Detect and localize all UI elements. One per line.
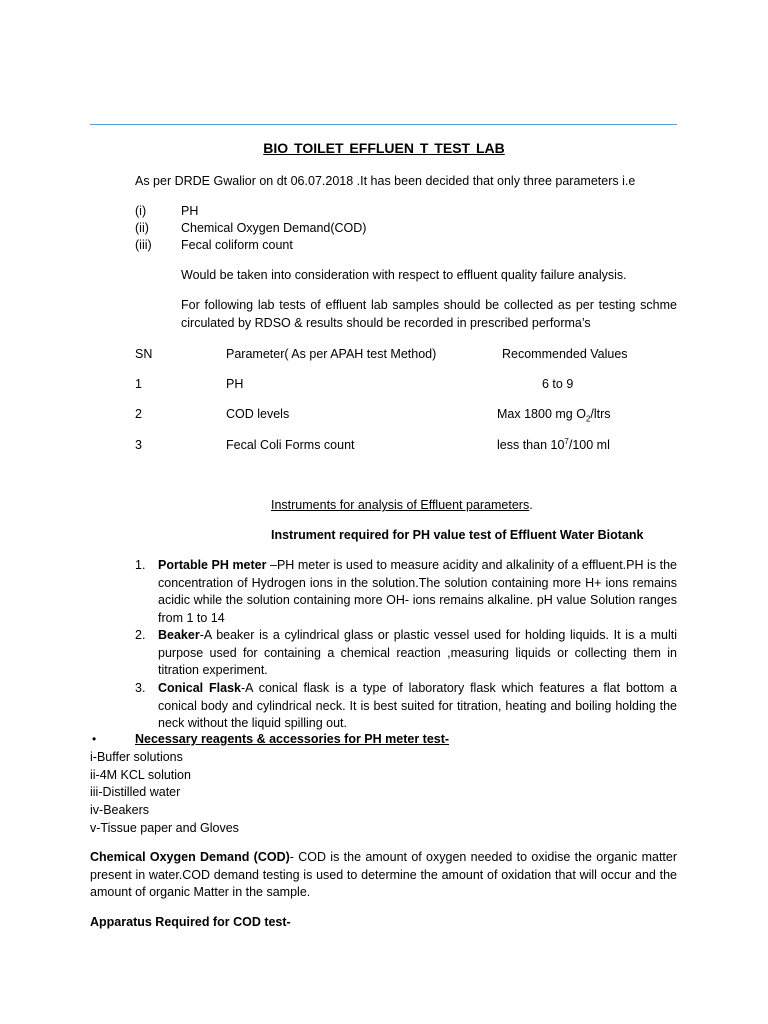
parameter-num-1: (i) — [135, 204, 147, 218]
intro-text: As per DRDE Gwalior on dt 06.07.2018 .It has been decided that only three parameters i.e — [135, 174, 636, 188]
instrument-item-1: Portable PH meter –PH meter is used to measure acidity and alkalinity of a effluent.PH is the concentration of Hydrogen ions in the solution.The solution containing more H+ ions remains acidic while the solution containing more OH- ions remains alkaline. pH value Solution ranges from 1 to 14 — [158, 558, 677, 625]
instrument-item-3: Conical Flask-A conical flask is a type of laboratory flask which features a flat bottom a conical body and cylindrical neck. It is best suited for titration, heating and boiling holding the neck without the liquid spilling out. — [158, 681, 677, 731]
instrument-num-1: 1. — [135, 558, 146, 572]
table-cell-value: Max 1800 mg $O_2$/ltrs — [497, 407, 611, 424]
paragraph-consideration: Would be taken into consideration with respect to effluent quality failure analysis. — [181, 268, 627, 282]
ph-instrument-heading: Instrument required for PH value test of Effluent Water Biotank — [271, 528, 644, 542]
instrument-item-2: Beaker-A beaker is a cylindrical glass or plastic vessel used for holding liquids. It is a multi purpose used for containing a chemical reaction ,measuring liquids or collecting them in titration experiment. — [158, 628, 677, 678]
instruments-heading: Instruments for analysis of Effluent parameters. — [271, 498, 533, 512]
table-cell-value: less than $10^7/100$ ml — [497, 436, 610, 452]
instrument-num-3: 3. — [135, 681, 146, 695]
table-cell-parameter: Fecal Coli Forms count — [226, 438, 355, 452]
list-item: ii-4M KCL solution — [90, 768, 191, 782]
table-cell-sn: 2 — [135, 407, 142, 421]
instrument-num-2: 2. — [135, 628, 146, 642]
table-cell-parameter: PH — [226, 377, 244, 391]
table-header-values: Recommended Values — [502, 347, 628, 361]
apparatus-heading: Apparatus Required for COD test- — [90, 915, 291, 929]
table-cell-sn: 1 — [135, 377, 142, 391]
table-cell-parameter: COD levels — [226, 407, 290, 421]
table-header-sn: SN — [135, 347, 153, 361]
parameter-label-2: Chemical Oxygen Demand(COD) — [181, 221, 367, 235]
cod-paragraph: Chemical Oxygen Demand (COD)- COD is the amount of oxygen needed to oxidise the organic matter present in water.COD demand testing is used to determine the amount of oxidation that will occur and the amount of organic Matter in the sample. — [90, 850, 678, 900]
parameter-num-2: (ii) — [135, 221, 149, 235]
table-cell-value: 6 to 9 — [542, 377, 574, 391]
parameter-num-3: (iii) — [135, 238, 152, 252]
parameter-label-3: Fecal coliform count — [181, 238, 293, 252]
list-item: v-Tissue paper and Gloves — [90, 821, 239, 835]
parameter-label-1: PH — [181, 204, 199, 218]
reagents-heading: Necessary reagents & accessories for PH meter test- — [135, 732, 450, 746]
bullet-icon: • — [92, 732, 97, 746]
table-cell-sn: 3 — [135, 438, 142, 452]
document-title: BIO TOILET EFFLUEN T TEST LAB — [263, 140, 505, 156]
header-rule — [90, 124, 677, 125]
list-item: iii-Distilled water — [90, 785, 181, 799]
list-item: i-Buffer solutions — [90, 750, 183, 764]
table-header-parameter: Parameter( As per APAH test Method) — [226, 347, 437, 361]
paragraph-lab-tests: For following lab tests of effluent lab samples should be collected as per testing schme circulated by RDSO & results should be recorded in prescribed performa’s — [181, 298, 677, 330]
list-item: iv-Beakers — [90, 803, 150, 817]
